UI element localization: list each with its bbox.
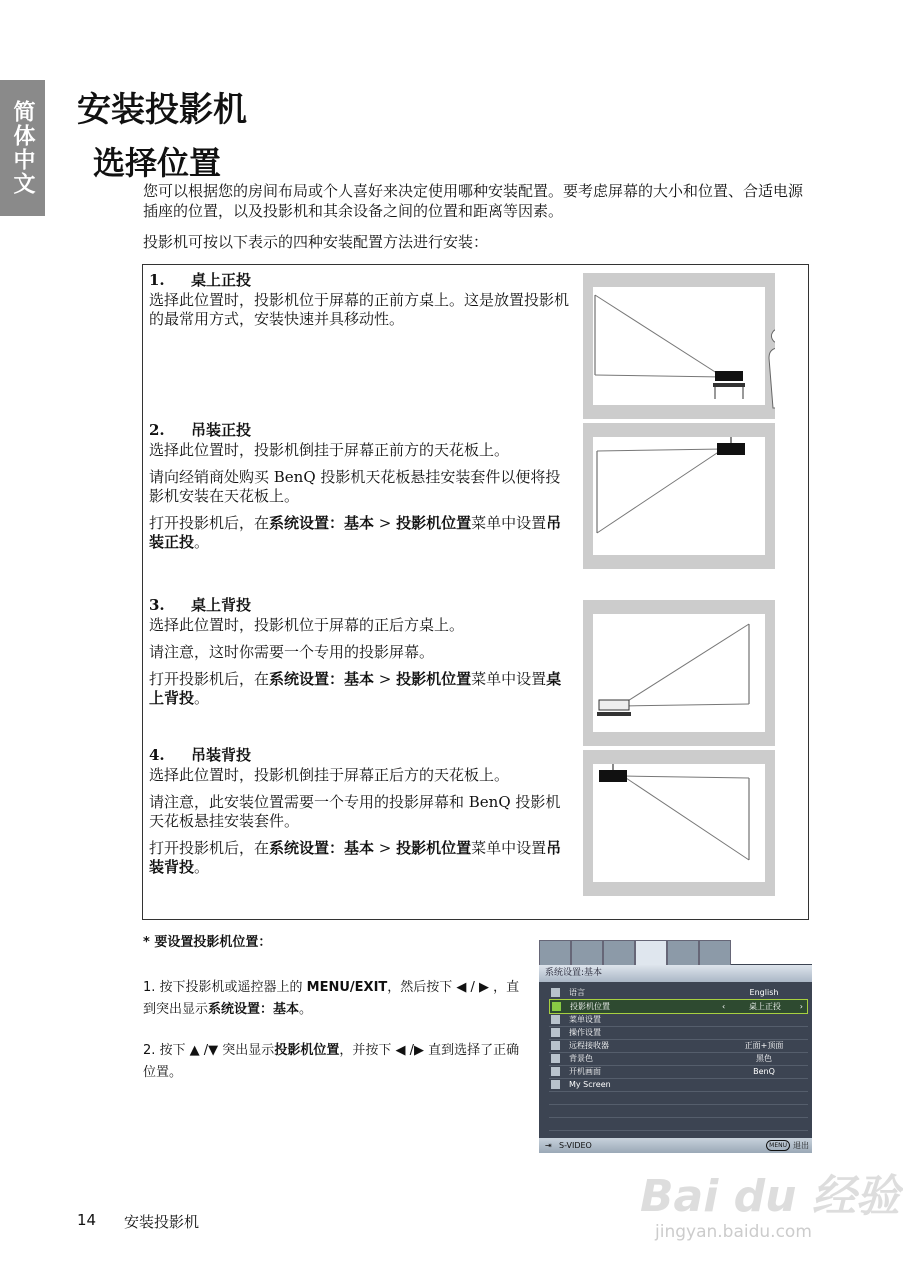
bold-text: 吊装正投 <box>149 514 562 551</box>
option-instruction <box>149 670 569 708</box>
installation-options-box <box>142 264 809 920</box>
text-span: ，并按下 ◀ /▶ 直到选择了正确位置。 <box>143 1043 520 1080</box>
option-number: 1. <box>149 271 165 289</box>
option-number: 3. <box>149 596 165 614</box>
option-instruction <box>149 514 569 552</box>
option-heading: 吊装背投 <box>191 746 252 764</box>
text-span: My Screen <box>569 1080 611 1089</box>
language-tab: 简体中文 <box>0 80 45 216</box>
intro-paragraph: 您可以根据您的房间布局或个人喜好来决定使用哪种安装配置。要考虑屏幕的大小和位置、合适电源插座的位置，以及投影机和其余设备之间的位置和距离等因素。 <box>143 182 804 220</box>
option-description: 请向经销商处购买 BenQ 投影机天花板悬挂安装套件以便将投影机安装在天花板上。 <box>149 468 561 505</box>
text-span <box>715 371 743 381</box>
section-title: 选择位置 <box>93 144 222 182</box>
option-description: 请注意，此安装位置需要一个专用的投影屏幕和 BenQ 投影机天花板悬挂安装套件。 <box>149 793 561 830</box>
input-source-icon: ⇥ <box>545 1141 552 1150</box>
page-title: 安装投影机 <box>77 90 247 130</box>
text-span: 打开投影机后，在 <box>149 670 270 688</box>
bold-text: MENU/EXIT <box>306 980 388 995</box>
text-span: 。 <box>194 858 210 876</box>
text-span: > <box>374 670 397 688</box>
text-span: 。 <box>194 689 210 707</box>
osd-header: 系统设置:基本 <box>539 965 812 982</box>
text-span: 背景色 <box>569 1054 593 1063</box>
background-color-icon <box>551 1054 560 1063</box>
option-number: 2. <box>149 421 165 439</box>
osd-row-selected <box>549 999 808 1014</box>
text-span: 桌上正投 <box>749 1002 781 1011</box>
text-span <box>549 1117 808 1131</box>
option-3 <box>149 596 569 716</box>
text-span <box>549 1091 808 1105</box>
text-span: 打开投影机后，在 <box>149 514 270 532</box>
rear-ceiling-diagram <box>583 750 775 896</box>
text-span: 2. 按下 ▲ /▼ 突出显示 <box>143 1043 275 1058</box>
text-span <box>149 421 569 440</box>
text-span <box>599 770 627 782</box>
operation-settings-icon <box>551 1028 560 1037</box>
text-span: 。 <box>299 1002 313 1017</box>
watermark-url: jingyan.baidu.com <box>655 1222 812 1242</box>
osd-row <box>549 1052 808 1066</box>
option-number: 4. <box>149 746 165 764</box>
text-span: 菜单中设置 <box>471 839 547 857</box>
text-span: ‹ <box>722 1002 726 1011</box>
text-span: BenQ <box>753 1067 775 1076</box>
text-span: ，然后按下 ◀ / ▶ ，直到突出显示 <box>143 980 520 1017</box>
option-1 <box>149 271 569 337</box>
text-span <box>713 383 745 387</box>
bold-text: 系统设置：基本 <box>269 839 375 857</box>
bold-text: 桌上背投 <box>149 670 562 707</box>
system-basic-tab-icon <box>635 940 667 967</box>
language-icon <box>551 988 560 997</box>
text-span: › <box>799 1002 803 1011</box>
bold-text: 投影机位置 <box>396 670 472 688</box>
text-span: S-VIDEO <box>559 1141 592 1150</box>
text-span <box>599 700 629 710</box>
text-span: 退出 <box>793 1141 809 1150</box>
option-description: 选择此位置时，投影机位于屏幕的正前方桌上。这是放置投影机的最常用方式，安装快速并具移动性。 <box>149 291 570 328</box>
osd-row <box>549 1078 808 1092</box>
option-description: 请注意，这时你需要一个专用的投影屏幕。 <box>149 643 435 661</box>
text-span: 操作设置 <box>569 1028 601 1037</box>
text-span: 开机画面 <box>569 1067 601 1076</box>
option-heading: 桌上背投 <box>191 596 252 614</box>
text-span: 语言 <box>569 988 585 997</box>
text-span: 黑色 <box>756 1054 772 1063</box>
option-description: 选择此位置时，投影机倒挂于屏幕正前方的天花板上。 <box>149 441 510 459</box>
floor-front-diagram <box>583 273 775 419</box>
page-number: 14 <box>77 1211 97 1229</box>
text-span <box>593 287 765 405</box>
text-span <box>549 1104 808 1118</box>
footer-label: 安装投影机 <box>124 1213 200 1231</box>
option-4 <box>149 746 569 885</box>
note-step-1 <box>143 977 523 1021</box>
note-step-2 <box>143 1040 523 1084</box>
information-tab-icon <box>699 940 731 966</box>
text-span: 菜单设置 <box>569 1015 601 1024</box>
bold-text: 系统设置：基本 <box>269 670 375 688</box>
text-span <box>149 746 569 765</box>
text-span <box>149 271 569 290</box>
advanced-picture-tab-icon <box>571 940 603 966</box>
display-tab-icon <box>603 940 635 966</box>
option-heading: 吊装正投 <box>191 421 252 439</box>
projector-position-icon <box>552 1002 561 1011</box>
bold-text: 投影机位置 <box>274 1043 340 1058</box>
text-span: 1. 按下投影机或遥控器上的 <box>143 980 307 995</box>
bold-text: 投影机位置 <box>396 839 472 857</box>
ceiling-front-diagram <box>583 423 775 569</box>
watermark-logo: Bai du 经验 <box>640 1171 900 1222</box>
text-span: > <box>374 514 397 532</box>
menu-settings-icon <box>551 1015 560 1024</box>
osd-tabs <box>539 940 812 964</box>
osd-footer <box>539 1138 812 1153</box>
text-span <box>149 596 569 615</box>
menu-button-icon: MENU <box>766 1140 790 1151</box>
option-2 <box>149 421 569 560</box>
osd-menu-screenshot <box>539 940 812 1153</box>
osd-row <box>549 986 808 1000</box>
remote-receiver-icon <box>551 1041 560 1050</box>
text-span: 菜单中设置 <box>471 670 547 688</box>
option-description: 选择此位置时，投影机位于屏幕的正后方桌上。 <box>149 616 465 634</box>
text-span: 远程接收器 <box>569 1041 609 1050</box>
intro-paragraph-2: 投影机可按以下表示的四种安装配置方法进行安装： <box>143 233 489 251</box>
text-span: 正面+顶面 <box>744 1041 784 1050</box>
text-span <box>717 443 745 455</box>
text-span: 打开投影机后，在 <box>149 839 270 857</box>
text-span: 菜单中设置 <box>471 514 547 532</box>
text-span: English <box>749 988 779 997</box>
text-span: 投影机位置 <box>570 1002 610 1011</box>
text-span: 。 <box>194 533 210 551</box>
my-screen-icon <box>551 1080 560 1089</box>
system-advanced-tab-icon <box>667 940 699 966</box>
bold-text: 系统设置：基本 <box>208 1002 300 1017</box>
bold-text: 系统设置：基本 <box>269 514 375 532</box>
option-instruction <box>149 839 569 877</box>
rear-floor-diagram <box>583 600 775 746</box>
text-span: > <box>374 839 397 857</box>
text-span <box>597 712 631 716</box>
bold-text: 吊装背投 <box>149 839 562 876</box>
osd-row <box>549 1026 808 1040</box>
osd-row <box>549 1039 808 1053</box>
splash-screen-icon <box>551 1067 560 1076</box>
note-title: * 要设置投影机位置： <box>143 935 272 950</box>
option-heading: 桌上正投 <box>191 271 252 289</box>
option-description: 选择此位置时，投影机倒挂于屏幕正后方的天花板上。 <box>149 766 510 784</box>
osd-row <box>549 1013 808 1027</box>
picture-tab-icon <box>539 940 571 966</box>
bold-text: 投影机位置 <box>396 514 472 532</box>
osd-row <box>549 1065 808 1079</box>
